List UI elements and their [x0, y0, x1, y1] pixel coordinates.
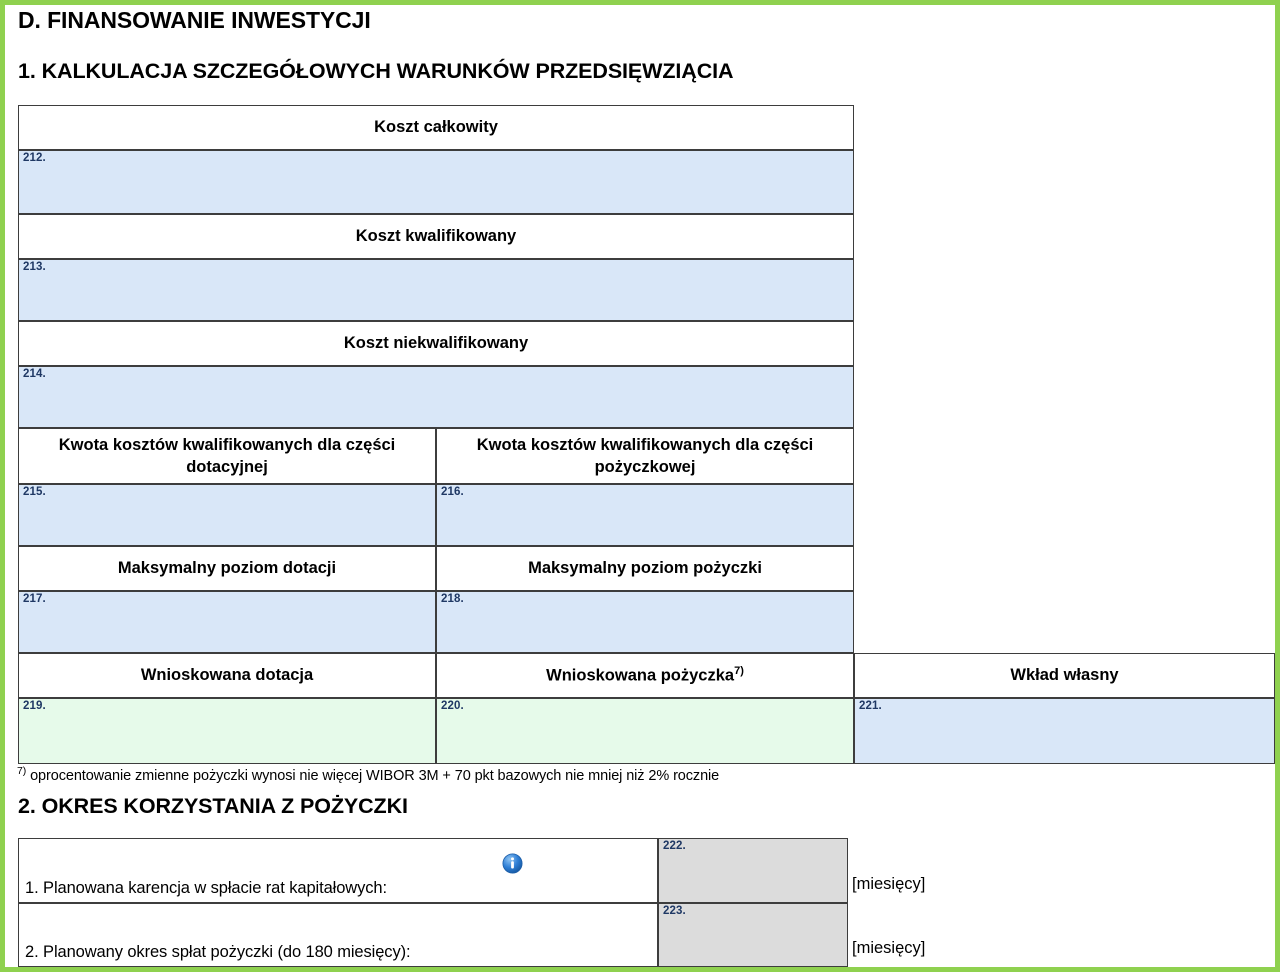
- field-number-212: 212.: [23, 152, 46, 164]
- label-kwota-pozyczkowa: [436, 428, 854, 484]
- field-218-container[interactable]: [436, 591, 854, 653]
- label-text: 2. Planowany okres spłat pożyczki (do 180 miesięcy):: [25, 943, 411, 961]
- field-215-container[interactable]: [18, 484, 436, 546]
- info-icon[interactable]: [502, 853, 523, 874]
- label-koszt-kwalifikowany: [18, 214, 854, 259]
- field-223-container[interactable]: [658, 903, 848, 967]
- field-222-container[interactable]: [658, 838, 848, 903]
- label-text-wrap: [546, 664, 744, 687]
- field-219-container[interactable]: [18, 698, 436, 764]
- subsection-1-heading: 1. KALKULACJA SZCZEGÓŁOWYCH WARUNKÓW PRZEDSIĘWZIĄCIA: [18, 59, 734, 83]
- footnote-marker-superscript: 7): [734, 665, 744, 678]
- page-title: D. FINANSOWANIE INWESTYCJI: [18, 7, 371, 33]
- label-text: Koszt kwalifikowany: [355, 227, 517, 246]
- label-text: Wnioskowana dotacja: [140, 666, 314, 685]
- field-number-219: 219.: [23, 700, 46, 712]
- unit-miesiecy-222: [miesięcy]: [852, 875, 926, 893]
- subsection-2-heading: 2. OKRES KORZYSTANIA Z POŻYCZKI: [18, 794, 408, 818]
- unit-miesiecy-223: [miesięcy]: [852, 939, 926, 957]
- label-wnioskowana-pozyczka: [436, 653, 854, 698]
- field-214-container[interactable]: [18, 366, 854, 428]
- field-number-214: 214.: [23, 368, 46, 380]
- label-koszt-niekwalifikowany: [18, 321, 854, 366]
- field-number-221: 221.: [859, 700, 882, 712]
- field-212-container[interactable]: [18, 150, 854, 214]
- label-wnioskowana-dotacja: [18, 653, 436, 698]
- label-text: Wnioskowana pożyczka: [546, 666, 735, 685]
- field-220-container[interactable]: [436, 698, 854, 764]
- label-koszt-calkowity: [18, 105, 854, 150]
- field-213-container[interactable]: [18, 259, 854, 321]
- field-number-220: 220.: [441, 700, 464, 712]
- label-text: Maksymalny poziom dotacji: [117, 559, 337, 578]
- field-number-223: 223.: [663, 905, 686, 917]
- label-planowana-karencja: [18, 838, 658, 903]
- field-221-container[interactable]: [854, 698, 1275, 764]
- field-216-container[interactable]: [436, 484, 854, 546]
- label-text: Maksymalny poziom pożyczki: [528, 559, 762, 578]
- footnote: [17, 765, 719, 784]
- footnote-marker: 7): [17, 765, 27, 777]
- field-number-218: 218.: [441, 593, 464, 605]
- label-maks-poziom-pozyczki: [436, 546, 854, 591]
- label-text: Koszt całkowity: [374, 118, 498, 137]
- label-text: 1. Planowana karencja w spłacie rat kapitałowych:: [25, 879, 387, 897]
- footnote-text: oprocentowanie zmienne pożyczki wynosi nie więcej WIBOR 3M + 70 pkt bazowych nie mniej niż 2% rocznie: [30, 767, 720, 784]
- field-number-215: 215.: [23, 486, 46, 498]
- label-maks-poziom-dotacji: [18, 546, 436, 591]
- field-number-216: 216.: [441, 486, 464, 498]
- label-wklad-wlasny: [854, 653, 1275, 698]
- field-number-222: 222.: [663, 840, 686, 852]
- label-text: Wkład własny: [1010, 666, 1119, 685]
- page-content: [5, 5, 1275, 967]
- label-planowany-okres-splat: [18, 903, 658, 967]
- field-217-container[interactable]: [18, 591, 436, 653]
- label-kwota-dotacyjna: [18, 428, 436, 484]
- label-text: Koszt niekwalifikowany: [343, 334, 529, 353]
- label-text: Kwota kosztów kwalifikowanych dla części pożyczkowej: [476, 435, 814, 476]
- field-number-213: 213.: [23, 261, 46, 273]
- label-text: Kwota kosztów kwalifikowanych dla części dotacyjnej: [58, 435, 396, 476]
- field-number-217: 217.: [23, 593, 46, 605]
